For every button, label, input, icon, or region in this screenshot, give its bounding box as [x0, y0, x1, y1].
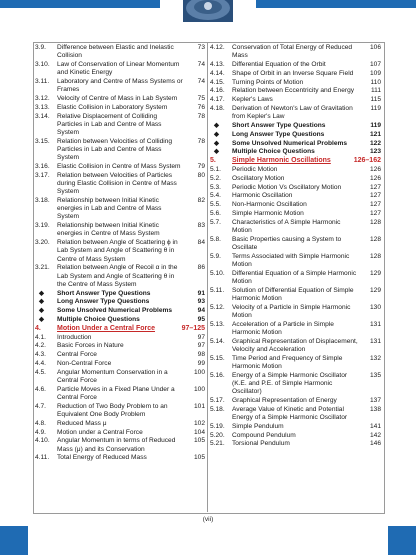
toc-entry-number: 3.20.: [35, 239, 50, 247]
toc-entry: [35, 264, 205, 289]
toc-entry-page: 84: [197, 239, 205, 247]
toc-entry-page: 146: [369, 440, 381, 448]
toc-entry-title: Compound Pendulum: [232, 431, 296, 439]
toc-entry-title: Periodic Motion Vs Oscillatory Motion: [232, 183, 342, 191]
toc-entry: [210, 321, 381, 337]
toc-entry-number: 3.10.: [35, 61, 50, 68]
toc-entry-title: Characteristics of A Simple Harmonic Motion: [232, 218, 341, 234]
toc-entry: [35, 325, 205, 333]
toc-entry-page: 75: [197, 95, 205, 102]
toc-entry-title: Angular Momentum Conservation in a Central Force: [57, 368, 168, 384]
toc-entry-page: 73: [197, 44, 205, 51]
toc-entry-number: 4.11.: [35, 454, 50, 462]
toc-entry-number: 4.6.: [35, 385, 46, 393]
toc-entry-page: 110: [370, 78, 381, 86]
toc-entry-title: Differential Equation of the Orbit: [232, 61, 326, 68]
toc-entry-title: Relative Displacement of Colliding Particles in Lab and Centre of Mass System: [57, 112, 162, 136]
toc-entry-number: 3.14.: [35, 112, 50, 120]
toc-entry-page: 91: [197, 289, 205, 297]
toc-entry-number: 5.19.: [210, 422, 225, 430]
toc-entry: [210, 210, 381, 218]
toc-entry-title: Motion under a Central Force: [57, 428, 143, 436]
toc-entry-number: 5.: [210, 157, 216, 165]
toc-entry-page: 106: [369, 44, 381, 51]
toc-entry-title: Multiple Choice Questions: [57, 316, 140, 323]
toc-entry-number: 5.5.: [210, 201, 221, 209]
toc-entry-title: Relation between Eccentricity and Energy: [232, 87, 355, 95]
toc-entry-page: 135: [369, 371, 381, 379]
toc-entry-number: 5.14.: [210, 337, 225, 345]
toc-entry: [210, 440, 381, 448]
toc-entry-number: 3.15.: [35, 137, 50, 145]
toc-entry-number: 4.7.: [35, 402, 46, 410]
toc-entry-number: 5.9.: [210, 252, 221, 260]
toc-entry-number: 4.4.: [35, 359, 46, 367]
toc-entry-title: Graphical Representation of Displacement, Velocity and Acceleration: [232, 337, 358, 353]
toc-entry: [210, 253, 381, 269]
toc-entry-title: Short Answer Type Questions: [232, 121, 326, 129]
toc-entry: [35, 61, 205, 77]
toc-entry-page: 97: [197, 333, 205, 341]
toc-entry-number: 5.15.: [210, 354, 225, 362]
toc-entry-page: 74: [197, 78, 205, 85]
toc-entry-title: Graphical Representation of Energy: [232, 396, 337, 404]
toc-entry-page: 115: [370, 96, 381, 104]
toc-entry-title: Some Unsolved Numerical Problems: [232, 139, 348, 147]
toc-entry: [35, 222, 205, 238]
toc-entry-number: 5.12.: [210, 303, 225, 311]
toc-entry-page: 127: [369, 209, 381, 217]
toc-entry-page: 101: [193, 402, 205, 410]
toc-entry-title: Total Energy of Reduced Mass: [57, 454, 147, 462]
toc-entry-number: 5.3.: [210, 183, 221, 191]
toc-entry: [35, 307, 205, 315]
toc-entry-title: Energy of a Simple Harmonic Oscillator (K.E. and P.E. of Simple Harmonic Oscillator): [232, 371, 348, 396]
toc-entry-page: 97–125: [181, 324, 205, 332]
toc-entry-page: 104: [193, 428, 205, 436]
toc-entry: [35, 113, 205, 138]
toc-entry-number: 4.15.: [210, 78, 225, 86]
toc-entry-page: 107: [369, 61, 381, 68]
toc-entry-title: Introduction: [57, 333, 92, 341]
diamond-bullet-icon: ◆: [39, 298, 44, 306]
toc-entry: [210, 157, 381, 165]
toc-entry: [210, 219, 381, 235]
toc-entry-title: Multiple Choice Questions: [232, 148, 315, 156]
toc-entry-number: 4.8.: [35, 419, 46, 427]
toc-entry: [35, 351, 205, 359]
toc-entry-number: 3.19.: [35, 222, 50, 230]
toc-entry-page: 138: [369, 405, 381, 413]
toc-entry-page: 132: [369, 354, 381, 362]
toc-entry-page: 137: [369, 396, 381, 404]
toc-entry: [210, 287, 381, 303]
toc-entry-page: 129: [369, 286, 381, 294]
toc-entry-title: Difference between Elastic and Inelastic Collision: [57, 44, 174, 60]
toc-entry-page: 102: [193, 419, 205, 427]
toc-entry-page: 93: [197, 298, 205, 306]
toc-entry-number: 5.4.: [210, 192, 221, 200]
toc-entry-title: Acceleration of a Particle in Simple Harmonic Motion: [232, 320, 334, 336]
toc-entry: [35, 334, 205, 342]
diamond-bullet-icon: ◆: [39, 307, 44, 315]
toc-entry-page: 123: [369, 148, 381, 156]
toc-entry-title: Short Answer Type Questions: [57, 289, 151, 297]
toc-entry-page: 126: [369, 165, 381, 173]
diamond-bullet-icon: ◆: [214, 148, 219, 156]
toc-entry-number: 4.17.: [210, 96, 225, 104]
toc-entry-number: 4.1.: [35, 333, 46, 341]
toc-entry-title: Terms Associated with Simple Harmonic Motion: [232, 252, 350, 268]
toc-entry-title: Time Period and Frequency of Simple Harmonic Motion: [232, 354, 343, 370]
toc-entry-page: 119: [370, 121, 381, 129]
toc-entry: [35, 420, 205, 428]
toc-entry: [35, 386, 205, 402]
toc-entry-page: 98: [197, 351, 205, 359]
toc-entry-page: 100: [193, 368, 205, 376]
toc-entry-number: 5.21.: [210, 440, 225, 448]
diamond-bullet-icon: ◆: [214, 139, 219, 147]
page-number: (vii): [202, 516, 214, 523]
toc-entry: [210, 79, 381, 87]
toc-entry: [210, 61, 381, 69]
toc-entry-page: 126–162: [353, 157, 381, 165]
toc-entry-title: Solution of Differential Equation of Simple Harmonic Motion: [232, 286, 354, 302]
toc-entry-number: 4.: [35, 324, 41, 332]
toc-entry-number: 5.18.: [210, 405, 225, 413]
top-decor-bar: [0, 0, 416, 30]
bottom-decor-bar: [0, 526, 416, 555]
toc-entry: [210, 131, 381, 139]
toc-entry: [35, 298, 205, 306]
toc-entry-title: Angular Momentum in terms of Reduced Mass (μ) and its Conservation: [57, 437, 176, 453]
toc-entry-number: 3.11.: [35, 78, 50, 85]
toc-entry-title: Simple Harmonic Motion: [232, 209, 304, 217]
toc-entry-number: 3.12.: [35, 95, 50, 102]
toc-entry-number: 5.6.: [210, 209, 221, 217]
toc-entry-title: Elastic Collision in Laboratory System: [57, 103, 168, 111]
column-divider: [207, 42, 208, 512]
toc-entry-title: Non-Central Force: [57, 359, 112, 367]
toc-entry: [210, 423, 381, 431]
toc-entry: [210, 175, 381, 183]
toc-entry: [210, 406, 381, 422]
toc-entry-number: 5.1.: [210, 165, 221, 173]
toc-entry: [210, 96, 381, 104]
toc-entry-page: 74: [197, 61, 205, 68]
toc-entry-title: Simple Harmonic Oscillations: [232, 157, 331, 165]
toc-entry-number: 5.11.: [210, 286, 225, 294]
toc-entry-title: Particle Moves in a Fixed Plane Under a Central Force: [57, 385, 175, 401]
toc-entry: [210, 372, 381, 397]
toc-entry-page: 127: [369, 183, 381, 191]
toc-entry-page: 126: [369, 174, 381, 182]
toc-entry-title: Some Unsolved Numerical Problems: [57, 307, 173, 315]
toc-entry: [210, 270, 381, 286]
toc-entry: [210, 236, 381, 252]
toc-entry-number: 4.9.: [35, 428, 46, 436]
diamond-bullet-icon: ◆: [39, 316, 44, 323]
toc-entry-title: Velocity of Centre of Mass in Lab System: [57, 95, 178, 102]
diamond-bullet-icon: ◆: [214, 130, 219, 138]
toc-entry-number: 4.2.: [35, 342, 46, 350]
toc-entry-page: 129: [369, 269, 381, 277]
toc-entry-number: 4.16.: [210, 87, 225, 95]
toc-entry-page: 95: [197, 316, 205, 323]
toc-entry-title: Periodic Motion: [232, 165, 278, 173]
diamond-bullet-icon: ◆: [214, 121, 219, 129]
toc-entry-title: Long Answer Type Questions: [232, 130, 325, 138]
toc-entry-title: Central Force: [57, 351, 97, 359]
toc-entry-number: 4.13.: [210, 61, 225, 68]
toc-entry: [210, 355, 381, 371]
toc-entry-number: 5.8.: [210, 235, 221, 243]
toc-entry: [35, 138, 205, 163]
toc-entry-title: Motion Under a Central Force: [57, 324, 156, 332]
toc-entry-number: 4.14.: [210, 69, 225, 77]
toc-entry-page: 131: [369, 337, 381, 345]
toc-entry-title: Velocity of a Particle in Simple Harmonic Motion: [232, 303, 351, 319]
toc-entry-number: 5.17.: [210, 396, 225, 404]
toc-entry-page: 127: [369, 201, 381, 209]
toc-entry-number: 3.18.: [35, 197, 50, 204]
toc-entry-page: 121: [369, 130, 381, 138]
toc-entry: [210, 304, 381, 320]
toc-entry: [35, 437, 205, 453]
toc-entry-number: 4.10.: [35, 437, 50, 445]
toc-entry: [210, 397, 381, 405]
toc-entry-number: 4.12.: [210, 44, 225, 51]
toc-entry: [210, 87, 381, 95]
toc-entry: [35, 316, 205, 324]
toc-entry-title: Derivation of Newton's Law of Gravitation from Kepler's Law: [232, 104, 353, 121]
toc-entry-number: 3.9.: [35, 44, 46, 51]
toc-entry: [35, 429, 205, 437]
toc-entry-title: Relationship between Initial Kinetic energies in Centre of Mass System: [57, 222, 160, 238]
toc-entry-number: 4.5.: [35, 368, 46, 376]
toc-entry-page: 97: [197, 342, 205, 350]
toc-entry-page: 94: [197, 307, 205, 315]
toc-entry-page: 128: [369, 218, 381, 226]
toc-entry-title: Elastic Collision in Centre of Mass System: [57, 163, 181, 170]
toc-entry-page: 78: [197, 137, 205, 145]
toc-entry-page: 141: [369, 422, 381, 430]
toc-entry-title: Non-Harmonic Oscillation: [232, 201, 307, 209]
toc-entry-number: 4.18.: [210, 104, 225, 112]
toc-entry-number: 4.3.: [35, 351, 46, 359]
toc-entry-page: 79: [197, 163, 205, 170]
toc-entry-title: Relation between Angle of Recoil α in the Lab System and Angle of Scattering θ in the Centre of Mass System: [57, 264, 178, 288]
diamond-bullet-icon: ◆: [39, 289, 44, 297]
toc-entry: [210, 184, 381, 192]
toc-entry-page: 80: [197, 171, 205, 179]
toc-entry: [35, 342, 205, 350]
toc-entry-page: 111: [370, 87, 381, 95]
toc-entry-title: Basic Forces in Nature: [57, 342, 124, 350]
toc-entry: [210, 140, 381, 148]
toc-left-column: [35, 44, 205, 463]
toc-entry: [35, 163, 205, 171]
toc-entry: [35, 239, 205, 264]
toc-entry: [35, 290, 205, 298]
toc-entry-page: 142: [369, 431, 381, 439]
gear-decor-icon: [183, 0, 233, 22]
toc-entry: [210, 192, 381, 200]
toc-entry-number: 5.16.: [210, 371, 225, 379]
toc-entry-title: Average Value of Kinetic and Potential Energy of a Simple Harmonic Oscillator: [232, 405, 348, 421]
toc-entry-title: Differential Equation of a Simple Harmonic Motion: [232, 269, 357, 285]
toc-entry-title: Oscillatory Motion: [232, 174, 285, 182]
toc-entry: [210, 44, 381, 60]
toc-entry-title: Conservation of Total Energy of Reduced Mass: [232, 44, 353, 60]
toc-entry-number: 3.16.: [35, 163, 50, 170]
toc-entry-number: 5.13.: [210, 320, 225, 328]
toc-right-column: [210, 44, 381, 449]
toc-entry-title: Kepler's Laws: [232, 96, 273, 104]
toc-entry: [35, 369, 205, 385]
toc-entry-page: 76: [197, 103, 205, 111]
toc-entry-page: 78: [197, 112, 205, 120]
toc-entry-page: 122: [369, 139, 381, 147]
toc-entry-title: Basic Properties causing a System to Oscillate: [232, 235, 342, 251]
toc-entry-page: 128: [369, 235, 381, 243]
toc-entry: [210, 105, 381, 121]
toc-entry: [35, 197, 205, 222]
toc-entry: [210, 338, 381, 354]
toc-entry: [35, 44, 205, 60]
toc-entry-title: Laboratory and Centre of Mass Systems or Frames: [57, 78, 183, 94]
toc-entry-title: Relation between Velocities of Colliding Particles in Lab and Centre of Mass System: [57, 137, 173, 162]
toc-entry-page: 100: [193, 385, 205, 393]
toc-entry-title: Shape of Orbit in an Inverse Square Field: [232, 69, 354, 77]
toc-entry-page: 109: [369, 69, 381, 77]
toc-entry-title: Turning Points of Motion: [232, 78, 304, 86]
toc-entry: [35, 403, 205, 419]
toc-entry-title: Torsional Pendulum: [232, 440, 290, 448]
toc-entry: [35, 78, 205, 94]
toc-entry-number: 5.2.: [210, 174, 221, 182]
toc-entry-page: 99: [197, 359, 205, 367]
toc-entry: [35, 172, 205, 197]
toc-entry-title: Harmonic Oscillation: [232, 192, 293, 200]
toc-entry-title: Law of Conservation of Linear Momentum and Kinetic Energy: [57, 61, 180, 77]
toc-entry-page: 131: [369, 320, 381, 328]
toc-entry: [210, 432, 381, 440]
toc-entry-title: Relationship between Initial Kinetic energies in Lab and Centre of Mass System: [57, 197, 162, 221]
toc-entry: [210, 148, 381, 156]
toc-entry-page: 83: [197, 222, 205, 230]
toc-entry: [210, 70, 381, 78]
toc-entry: [35, 360, 205, 368]
toc-entry-title: Long Answer Type Questions: [57, 298, 150, 306]
toc-entry-number: 3.21.: [35, 264, 50, 272]
toc-entry-page: 82: [197, 197, 205, 204]
toc-entry: [35, 95, 205, 103]
toc-entry-page: 119: [370, 104, 381, 112]
toc-entry-page: 127: [369, 192, 381, 200]
toc-entry: [35, 104, 205, 112]
toc-entry-number: 5.7.: [210, 218, 221, 226]
toc-entry-title: Relation between Angle of Scattering ϕ in Lab System and Angle of Scattering θ in Centre of Mass System: [57, 239, 178, 263]
toc-entry: [210, 166, 381, 174]
toc-entry-page: 105: [193, 437, 205, 445]
toc-entry-page: 128: [369, 252, 381, 260]
toc-entry-number: 5.10.: [210, 269, 225, 277]
toc-entry-number: 5.20.: [210, 431, 225, 439]
toc-entry-page: 86: [197, 264, 205, 272]
toc-entry-title: Reduction of Two Body Problem to an Equivalent One Body Problem: [57, 402, 168, 418]
toc-entry-number: 3.17.: [35, 171, 50, 179]
toc-entry-page: 130: [369, 303, 381, 311]
toc-entry-title: Reduced Mass μ: [57, 419, 107, 427]
toc-entry-title: Simple Pendulum: [232, 422, 284, 430]
toc-entry: [210, 201, 381, 209]
toc-entry: [35, 454, 205, 462]
toc-entry: [210, 122, 381, 130]
toc-entry-title: Relation between Velocities of Particles during Elastic Collision in Centre of Mass System: [57, 171, 177, 196]
toc-entry-number: 3.13.: [35, 103, 50, 111]
toc-entry-page: 105: [193, 454, 205, 462]
